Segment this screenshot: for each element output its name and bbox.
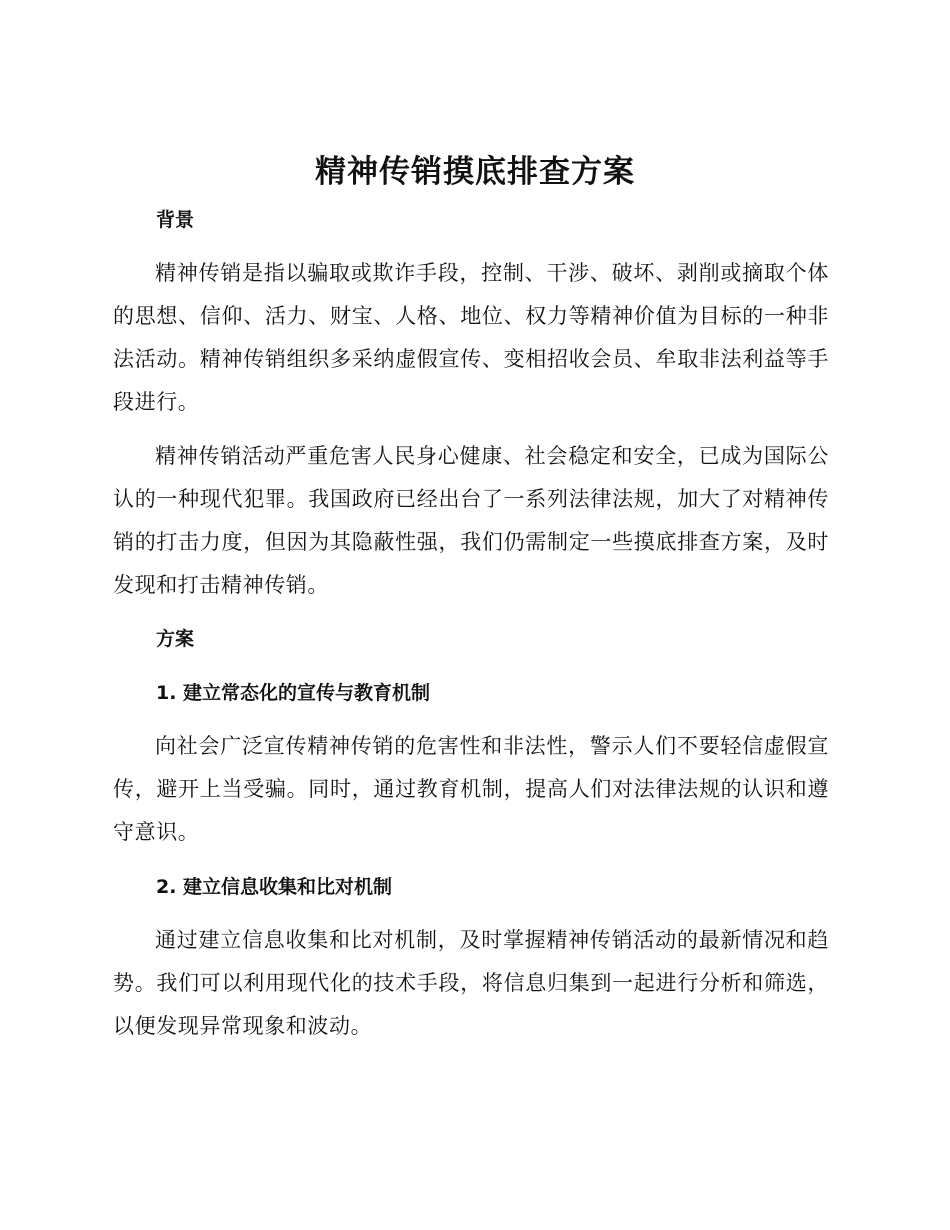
section-heading-background: 背景 [156,209,195,231]
plan-item-1-paragraph: 向社会广泛宣传精神传销的危害性和非法性，警示人们不要轻信虚假宣传，避开上当受骗。同时，通过教育机制，提高人们对法律法规的认识和遵守意识。 [113,734,829,844]
background-paragraph-2: 精神传销活动严重危害人民身心健康、社会稳定和安全，已成为国际公认的一种现代犯罪。我国政府已经出台了一系列法律法规，加大了对精神传销的打击力度，但因为其隐蔽性强，我们仍需制定一些摸底排查方案，及时发现和打击精神传销。 [113,444,829,597]
plan-item-2-paragraph: 通过建立信息收集和比对机制，及时掌握精神传销活动的最新情况和趋势。我们可以利用现代化的技术手段，将信息归集到一起进行分析和筛选，以便发现异常现象和波动。 [113,928,829,1038]
section-heading-plan: 方案 [156,628,195,650]
document-title: 精神传销摸底排查方案 [315,154,635,190]
plan-item-2-heading: 2. 建立信息收集和比对机制 [156,876,393,898]
background-paragraph-1: 精神传销是指以骗取或欺诈手段，控制、干涉、破坏、剥削或摘取个体的思想、信仰、活力、财宝、人格、地位、权力等精神价值为目标的一种非法活动。精神传销组织多采纳虚假宣传、变相招收会员、牟取非法利益等手段进行。 [113,261,829,414]
plan-item-1-heading: 1. 建立常态化的宣传与教育机制 [156,682,431,704]
